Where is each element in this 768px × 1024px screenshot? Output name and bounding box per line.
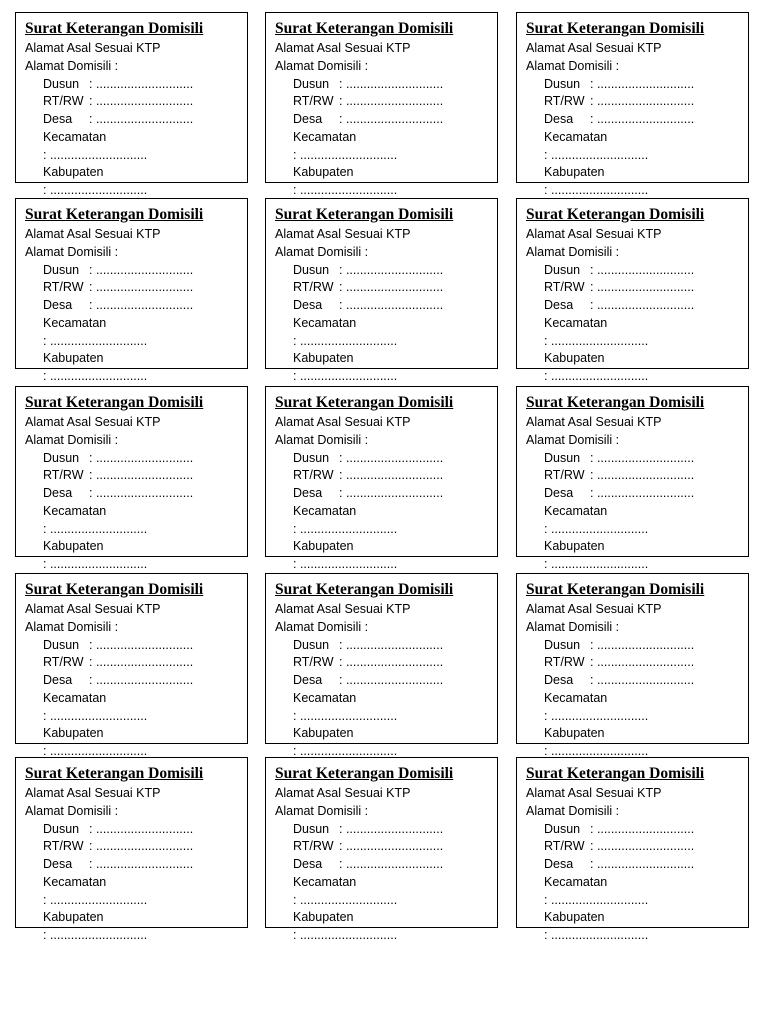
- dusun-label: Dusun: [293, 451, 330, 465]
- rtrw-value: : ............................: [590, 94, 695, 108]
- dusun-value: : ............................: [590, 451, 695, 465]
- domicile-card: [516, 757, 749, 942]
- ktp-address-label: Alamat Asal Sesuai KTP: [275, 415, 411, 429]
- rtrw-row: [293, 93, 443, 109]
- card-title: Surat Keterangan Domisili: [526, 581, 705, 598]
- dusun-value: : ............................: [590, 77, 695, 91]
- rtrw-value: : ............................: [590, 839, 695, 853]
- rtrw-label: RT/RW: [43, 94, 84, 108]
- dusun-value: : ............................: [590, 822, 695, 836]
- dusun-row: [544, 637, 694, 653]
- card-title: Surat Keterangan Domisili: [25, 394, 204, 411]
- rtrw-label: RT/RW: [544, 655, 585, 669]
- rtrw-row: [544, 467, 694, 483]
- dusun-value: : ............................: [339, 638, 444, 652]
- rtrw-value: : ............................: [339, 94, 444, 108]
- kabupaten-value: : ............................: [43, 557, 148, 571]
- dusun-label: Dusun: [293, 638, 330, 652]
- dusun-row: [43, 450, 193, 466]
- desa-value: : ............................: [89, 298, 194, 312]
- kecamatan-value: : ............................: [293, 709, 398, 723]
- desa-value: : ............................: [590, 298, 695, 312]
- rtrw-row: [544, 838, 694, 854]
- kabupaten-value: : ............................: [544, 744, 649, 758]
- kecamatan-label: Kecamatan: [293, 130, 357, 144]
- rtrw-row: [43, 654, 193, 670]
- desa-label: Desa: [293, 857, 323, 871]
- domicile-card: [15, 12, 248, 197]
- rtrw-row: [43, 93, 193, 109]
- kabupaten-label: Kabupaten: [293, 910, 354, 924]
- desa-value: : ............................: [89, 112, 194, 126]
- ktp-address-label: Alamat Asal Sesuai KTP: [25, 415, 161, 429]
- dusun-value: : ............................: [590, 638, 695, 652]
- domicile-card: [516, 573, 749, 758]
- dusun-value: : ............................: [339, 77, 444, 91]
- kecamatan-value: : ............................: [544, 148, 649, 162]
- domicile-card: [516, 12, 749, 197]
- rtrw-label: RT/RW: [43, 655, 84, 669]
- desa-label: Desa: [43, 673, 73, 687]
- card-title: Surat Keterangan Domisili: [25, 581, 204, 598]
- desa-row: [43, 672, 193, 688]
- desa-value: : ............................: [89, 486, 194, 500]
- dusun-label: Dusun: [43, 451, 80, 465]
- kecamatan-value: : ............................: [544, 893, 649, 907]
- dusun-row: [43, 637, 193, 653]
- ktp-address-label: Alamat Asal Sesuai KTP: [526, 786, 662, 800]
- domicile-address-label: Alamat Domisili :: [526, 620, 620, 634]
- rtrw-row: [293, 467, 443, 483]
- rtrw-label: RT/RW: [293, 94, 334, 108]
- dusun-label: Dusun: [43, 77, 80, 91]
- desa-row: [293, 297, 443, 313]
- card-title: Surat Keterangan Domisili: [526, 765, 705, 782]
- desa-row: [43, 485, 193, 501]
- rtrw-label: RT/RW: [544, 280, 585, 294]
- card-title: Surat Keterangan Domisili: [25, 765, 204, 782]
- dusun-row: [293, 262, 443, 278]
- desa-label: Desa: [293, 112, 323, 126]
- kecamatan-value: : ............................: [544, 709, 649, 723]
- dusun-value: : ............................: [339, 822, 444, 836]
- kecamatan-value: : ............................: [293, 148, 398, 162]
- kecamatan-value: : ............................: [544, 522, 649, 536]
- rtrw-label: RT/RW: [293, 468, 334, 482]
- kabupaten-label: Kabupaten: [293, 165, 354, 179]
- kabupaten-value: : ............................: [544, 183, 649, 197]
- ktp-address-label: Alamat Asal Sesuai KTP: [526, 415, 662, 429]
- kabupaten-value: : ............................: [43, 928, 148, 942]
- rtrw-value: : ............................: [590, 468, 695, 482]
- dusun-row: [544, 821, 694, 837]
- desa-value: : ............................: [590, 673, 695, 687]
- ktp-address-label: Alamat Asal Sesuai KTP: [275, 41, 411, 55]
- card-title: Surat Keterangan Domisili: [526, 394, 705, 411]
- ktp-address-label: Alamat Asal Sesuai KTP: [25, 786, 161, 800]
- kabupaten-label: Kabupaten: [544, 910, 605, 924]
- domicile-card: [516, 386, 749, 571]
- dusun-row: [293, 76, 443, 92]
- desa-row: [293, 672, 443, 688]
- desa-row: [43, 856, 193, 872]
- dusun-label: Dusun: [544, 77, 581, 91]
- kabupaten-value: : ............................: [544, 557, 649, 571]
- dusun-label: Dusun: [544, 451, 581, 465]
- kecamatan-value: : ............................: [544, 334, 649, 348]
- rtrw-label: RT/RW: [43, 839, 84, 853]
- dusun-label: Dusun: [43, 638, 80, 652]
- ktp-address-label: Alamat Asal Sesuai KTP: [275, 602, 411, 616]
- domicile-card: [265, 386, 498, 571]
- rtrw-value: : ............................: [590, 655, 695, 669]
- kecamatan-label: Kecamatan: [293, 316, 357, 330]
- dusun-value: : ............................: [89, 263, 194, 277]
- card-title: Surat Keterangan Domisili: [526, 20, 705, 37]
- domicile-card: [265, 757, 498, 942]
- rtrw-value: : ............................: [89, 468, 194, 482]
- desa-label: Desa: [544, 298, 574, 312]
- ktp-address-label: Alamat Asal Sesuai KTP: [275, 227, 411, 241]
- dusun-row: [43, 262, 193, 278]
- desa-value: : ............................: [89, 673, 194, 687]
- domicile-address-label: Alamat Domisili :: [25, 433, 119, 447]
- dusun-label: Dusun: [43, 822, 80, 836]
- ktp-address-label: Alamat Asal Sesuai KTP: [526, 41, 662, 55]
- domicile-address-label: Alamat Domisili :: [25, 804, 119, 818]
- dusun-value: : ............................: [89, 77, 194, 91]
- rtrw-label: RT/RW: [293, 655, 334, 669]
- kabupaten-value: : ............................: [43, 369, 148, 383]
- rtrw-value: : ............................: [339, 839, 444, 853]
- rtrw-value: : ............................: [590, 280, 695, 294]
- domicile-card: [516, 198, 749, 383]
- kecamatan-value: : ............................: [293, 522, 398, 536]
- card-title: Surat Keterangan Domisili: [25, 20, 204, 37]
- kabupaten-label: Kabupaten: [544, 351, 605, 365]
- kecamatan-label: Kecamatan: [43, 875, 107, 889]
- domicile-address-label: Alamat Domisili :: [275, 245, 369, 259]
- card-title: Surat Keterangan Domisili: [275, 20, 454, 37]
- dusun-value: : ............................: [590, 263, 695, 277]
- desa-label: Desa: [43, 298, 73, 312]
- kabupaten-label: Kabupaten: [293, 539, 354, 553]
- desa-row: [544, 856, 694, 872]
- rtrw-value: : ............................: [89, 655, 194, 669]
- kecamatan-label: Kecamatan: [43, 130, 107, 144]
- kabupaten-value: : ............................: [43, 744, 148, 758]
- domicile-address-label: Alamat Domisili :: [526, 804, 620, 818]
- ktp-address-label: Alamat Asal Sesuai KTP: [25, 41, 161, 55]
- ktp-address-label: Alamat Asal Sesuai KTP: [526, 602, 662, 616]
- desa-value: : ............................: [89, 857, 194, 871]
- kabupaten-label: Kabupaten: [43, 539, 104, 553]
- desa-label: Desa: [544, 112, 574, 126]
- desa-label: Desa: [544, 857, 574, 871]
- rtrw-row: [43, 467, 193, 483]
- domicile-card: [15, 757, 248, 942]
- dusun-row: [293, 821, 443, 837]
- dusun-label: Dusun: [544, 263, 581, 277]
- rtrw-value: : ............................: [339, 280, 444, 294]
- kabupaten-label: Kabupaten: [293, 726, 354, 740]
- desa-label: Desa: [293, 486, 323, 500]
- rtrw-label: RT/RW: [293, 280, 334, 294]
- domicile-card: [15, 573, 248, 758]
- kabupaten-label: Kabupaten: [43, 726, 104, 740]
- dusun-value: : ............................: [339, 263, 444, 277]
- desa-value: : ............................: [590, 486, 695, 500]
- dusun-row: [544, 262, 694, 278]
- domicile-address-label: Alamat Domisili :: [275, 804, 369, 818]
- kabupaten-value: : ............................: [544, 369, 649, 383]
- rtrw-row: [544, 93, 694, 109]
- domicile-address-label: Alamat Domisili :: [275, 59, 369, 73]
- desa-label: Desa: [43, 486, 73, 500]
- card-title: Surat Keterangan Domisili: [275, 394, 454, 411]
- desa-row: [544, 672, 694, 688]
- desa-label: Desa: [293, 298, 323, 312]
- desa-value: : ............................: [339, 298, 444, 312]
- dusun-label: Dusun: [544, 638, 581, 652]
- rtrw-label: RT/RW: [43, 280, 84, 294]
- rtrw-label: RT/RW: [544, 94, 585, 108]
- ktp-address-label: Alamat Asal Sesuai KTP: [25, 602, 161, 616]
- rtrw-row: [43, 279, 193, 295]
- kecamatan-label: Kecamatan: [293, 875, 357, 889]
- kecamatan-label: Kecamatan: [293, 691, 357, 705]
- domicile-address-label: Alamat Domisili :: [526, 59, 620, 73]
- dusun-row: [293, 637, 443, 653]
- dusun-row: [43, 76, 193, 92]
- desa-label: Desa: [43, 112, 73, 126]
- rtrw-value: : ............................: [89, 839, 194, 853]
- domicile-address-label: Alamat Domisili :: [275, 433, 369, 447]
- rtrw-value: : ............................: [89, 280, 194, 294]
- dusun-label: Dusun: [544, 822, 581, 836]
- dusun-row: [43, 821, 193, 837]
- kabupaten-value: : ............................: [43, 183, 148, 197]
- domicile-address-label: Alamat Domisili :: [526, 433, 620, 447]
- dusun-row: [544, 76, 694, 92]
- desa-value: : ............................: [339, 673, 444, 687]
- ktp-address-label: Alamat Asal Sesuai KTP: [25, 227, 161, 241]
- domicile-address-label: Alamat Domisili :: [25, 59, 119, 73]
- desa-row: [293, 485, 443, 501]
- kecamatan-value: : ............................: [43, 709, 148, 723]
- rtrw-row: [293, 279, 443, 295]
- kecamatan-value: : ............................: [43, 522, 148, 536]
- dusun-label: Dusun: [293, 822, 330, 836]
- kecamatan-label: Kecamatan: [544, 504, 608, 518]
- rtrw-row: [43, 838, 193, 854]
- kabupaten-label: Kabupaten: [43, 165, 104, 179]
- dusun-value: : ............................: [89, 822, 194, 836]
- desa-row: [43, 111, 193, 127]
- dusun-label: Dusun: [293, 77, 330, 91]
- desa-value: : ............................: [590, 857, 695, 871]
- dusun-value: : ............................: [89, 638, 194, 652]
- kabupaten-value: : ............................: [293, 183, 398, 197]
- desa-label: Desa: [43, 857, 73, 871]
- rtrw-label: RT/RW: [544, 468, 585, 482]
- domicile-address-label: Alamat Domisili :: [275, 620, 369, 634]
- rtrw-label: RT/RW: [544, 839, 585, 853]
- card-title: Surat Keterangan Domisili: [526, 206, 705, 223]
- kabupaten-label: Kabupaten: [43, 351, 104, 365]
- domicile-address-label: Alamat Domisili :: [25, 245, 119, 259]
- domicile-card: [15, 198, 248, 383]
- desa-value: : ............................: [339, 112, 444, 126]
- rtrw-row: [544, 279, 694, 295]
- card-title: Surat Keterangan Domisili: [25, 206, 204, 223]
- kecamatan-value: : ............................: [293, 334, 398, 348]
- ktp-address-label: Alamat Asal Sesuai KTP: [526, 227, 662, 241]
- card-title: Surat Keterangan Domisili: [275, 765, 454, 782]
- kecamatan-value: : ............................: [293, 893, 398, 907]
- rtrw-row: [544, 654, 694, 670]
- domicile-card: [265, 198, 498, 383]
- dusun-label: Dusun: [43, 263, 80, 277]
- kecamatan-label: Kecamatan: [544, 875, 608, 889]
- rtrw-row: [293, 838, 443, 854]
- kecamatan-label: Kecamatan: [43, 504, 107, 518]
- card-title: Surat Keterangan Domisili: [275, 206, 454, 223]
- desa-value: : ............................: [339, 857, 444, 871]
- desa-row: [43, 297, 193, 313]
- domicile-card: [265, 12, 498, 197]
- desa-label: Desa: [544, 673, 574, 687]
- desa-row: [293, 856, 443, 872]
- domicile-address-label: Alamat Domisili :: [526, 245, 620, 259]
- kecamatan-label: Kecamatan: [293, 504, 357, 518]
- desa-label: Desa: [293, 673, 323, 687]
- rtrw-row: [293, 654, 443, 670]
- kabupaten-value: : ............................: [544, 928, 649, 942]
- dusun-value: : ............................: [339, 451, 444, 465]
- ktp-address-label: Alamat Asal Sesuai KTP: [275, 786, 411, 800]
- desa-row: [293, 111, 443, 127]
- kecamatan-value: : ............................: [43, 893, 148, 907]
- domicile-card: [265, 573, 498, 758]
- kabupaten-value: : ............................: [293, 928, 398, 942]
- dusun-row: [544, 450, 694, 466]
- desa-row: [544, 297, 694, 313]
- dusun-value: : ............................: [89, 451, 194, 465]
- rtrw-value: : ............................: [89, 94, 194, 108]
- desa-row: [544, 111, 694, 127]
- domicile-address-label: Alamat Domisili :: [25, 620, 119, 634]
- kabupaten-label: Kabupaten: [43, 910, 104, 924]
- dusun-label: Dusun: [293, 263, 330, 277]
- rtrw-label: RT/RW: [293, 839, 334, 853]
- kecamatan-value: : ............................: [43, 148, 148, 162]
- kecamatan-value: : ............................: [43, 334, 148, 348]
- kecamatan-label: Kecamatan: [544, 130, 608, 144]
- kabupaten-label: Kabupaten: [544, 539, 605, 553]
- rtrw-value: : ............................: [339, 655, 444, 669]
- kecamatan-label: Kecamatan: [43, 691, 107, 705]
- kecamatan-label: Kecamatan: [43, 316, 107, 330]
- desa-row: [544, 485, 694, 501]
- desa-value: : ............................: [590, 112, 695, 126]
- card-title: Surat Keterangan Domisili: [275, 581, 454, 598]
- kecamatan-label: Kecamatan: [544, 691, 608, 705]
- kabupaten-label: Kabupaten: [544, 165, 605, 179]
- kabupaten-value: : ............................: [293, 744, 398, 758]
- rtrw-value: : ............................: [339, 468, 444, 482]
- kabupaten-value: : ............................: [293, 369, 398, 383]
- kecamatan-label: Kecamatan: [544, 316, 608, 330]
- domicile-card: [15, 386, 248, 571]
- kabupaten-label: Kabupaten: [293, 351, 354, 365]
- dusun-row: [293, 450, 443, 466]
- kabupaten-value: : ............................: [293, 557, 398, 571]
- rtrw-label: RT/RW: [43, 468, 84, 482]
- kabupaten-label: Kabupaten: [544, 726, 605, 740]
- desa-label: Desa: [544, 486, 574, 500]
- desa-value: : ............................: [339, 486, 444, 500]
